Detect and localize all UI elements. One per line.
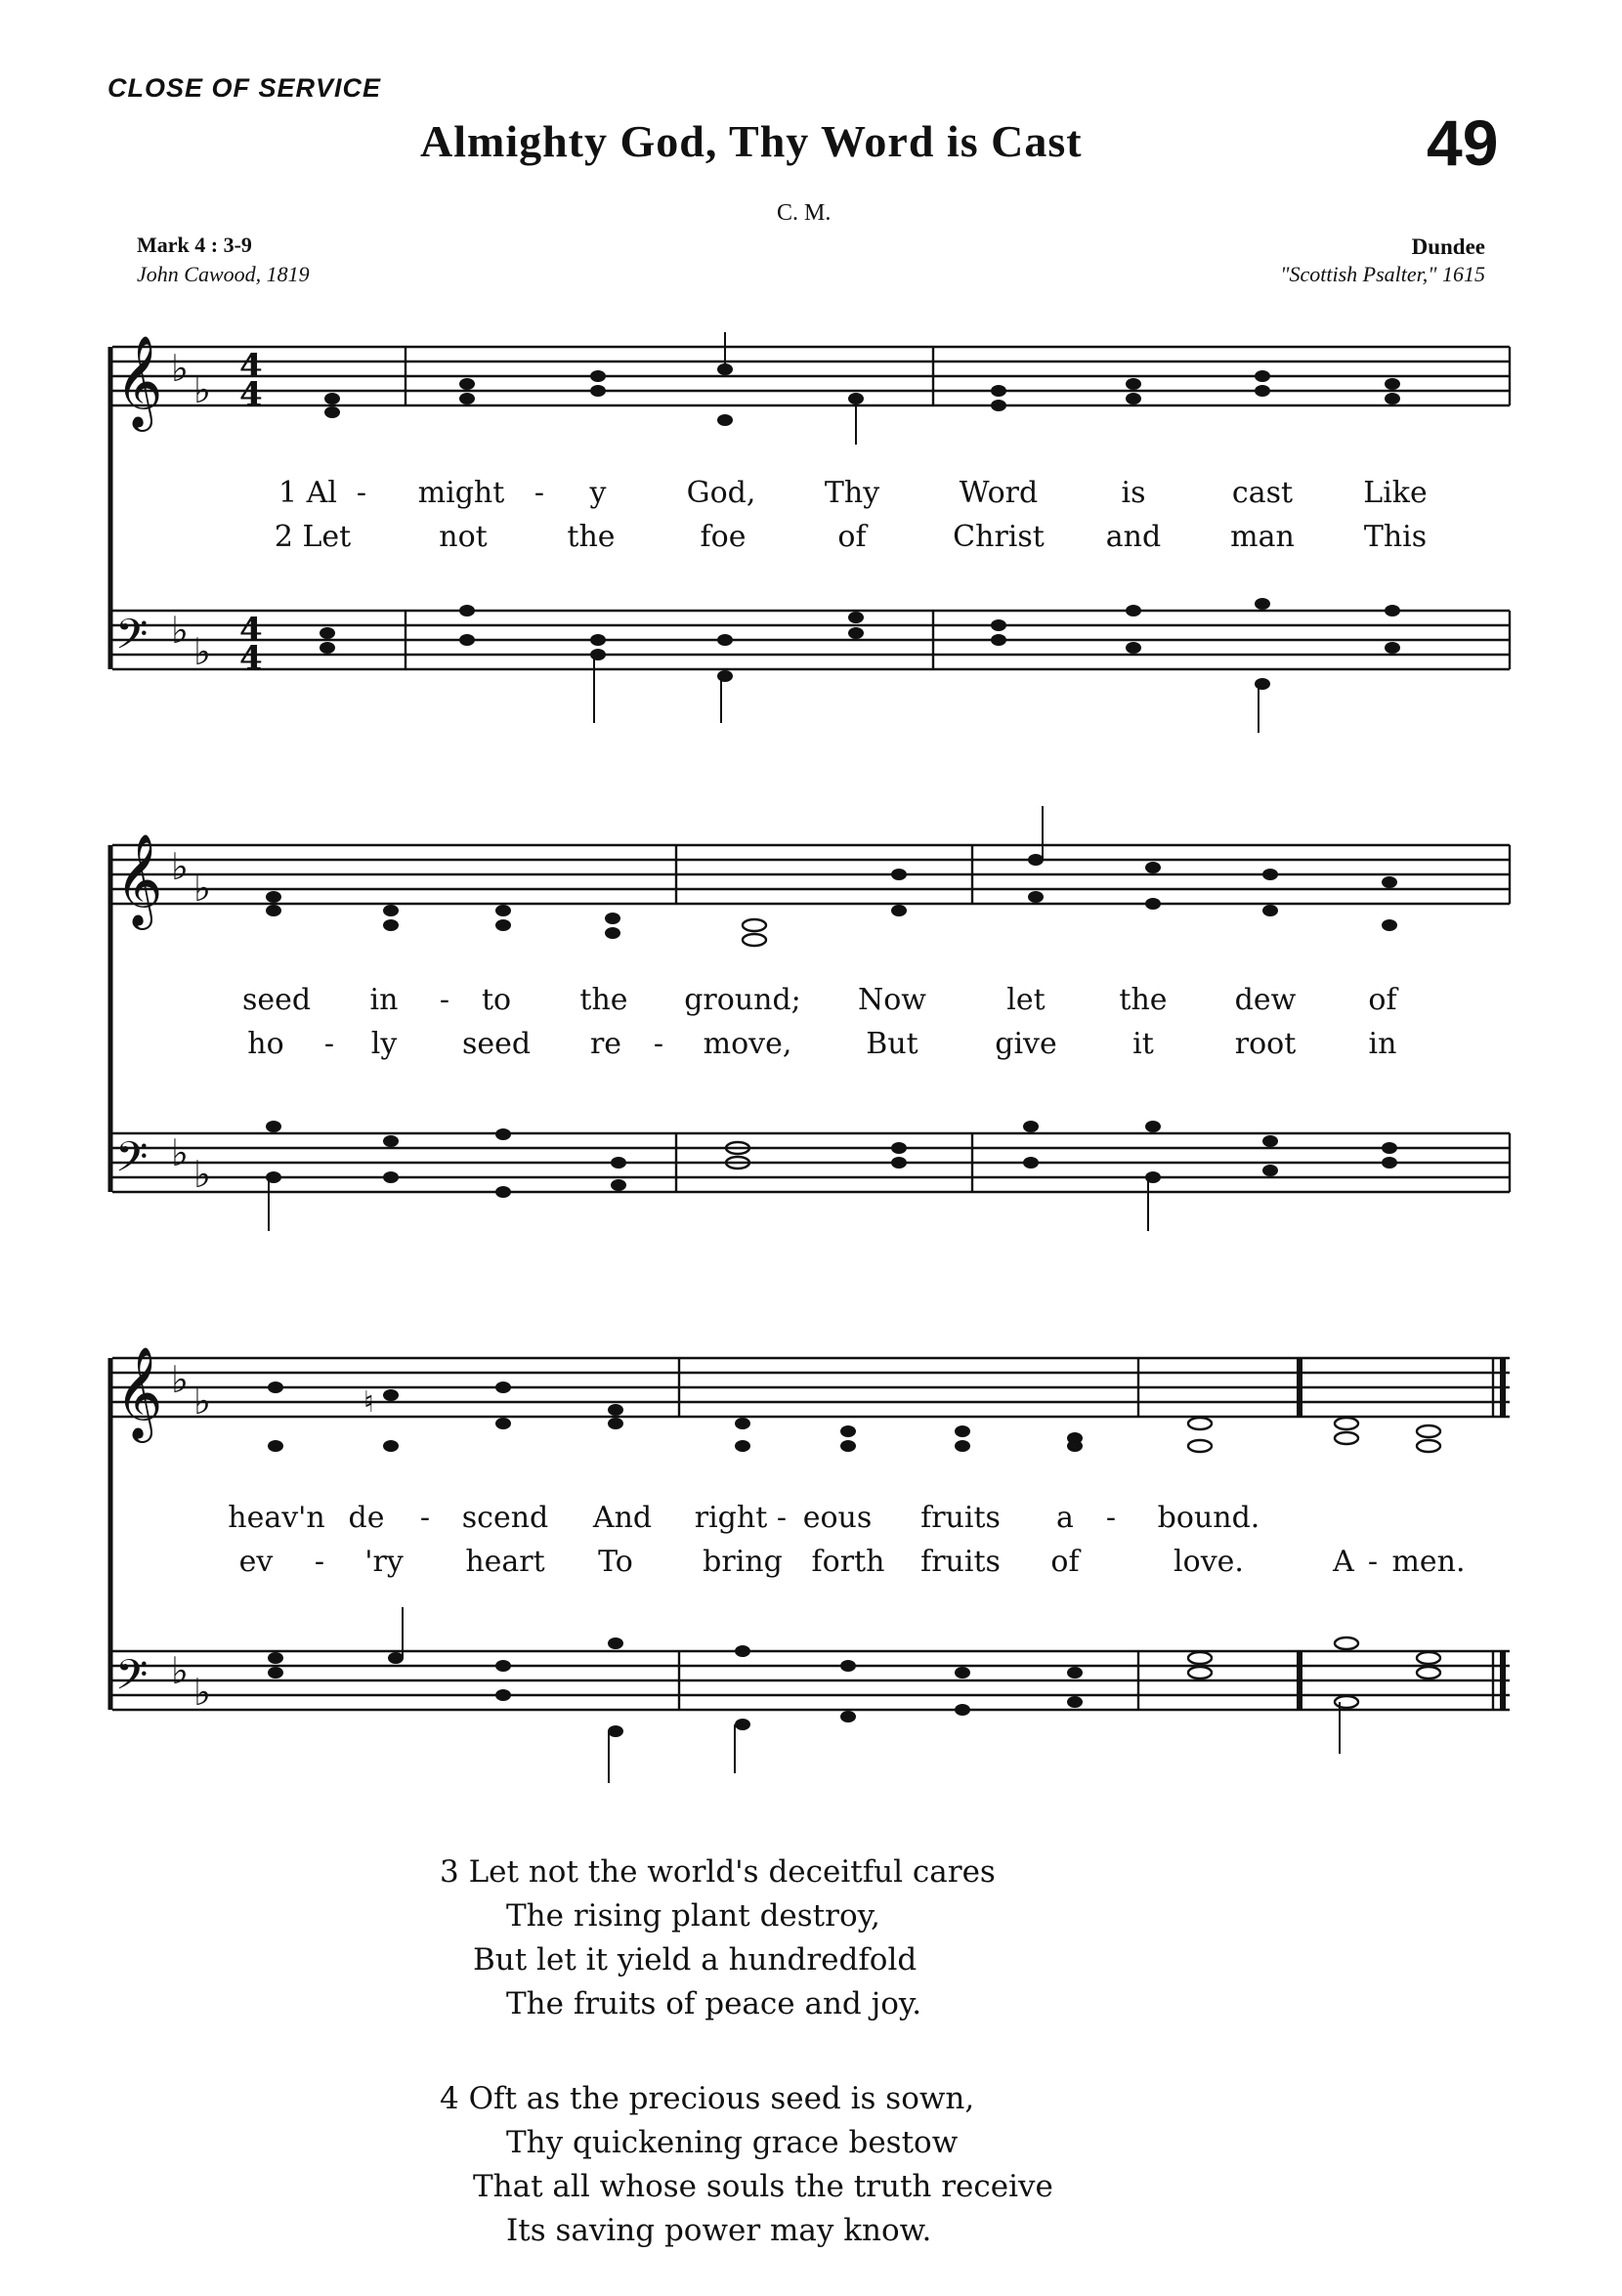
tune-name: Dundee — [1411, 234, 1485, 259]
lyric-syllable: God, — [686, 476, 756, 510]
lyric-line-s2-v2 — [0, 1027, 1622, 1066]
lyric-syllable: heart — [465, 1545, 545, 1579]
lyric-line-s2-v1 — [0, 983, 1622, 1022]
music-system-2 — [0, 801, 1622, 1251]
lyric-line-s1-v2 — [0, 520, 1622, 559]
lyric-syllable: man — [1230, 520, 1295, 554]
lyric-syllable: of — [1050, 1545, 1080, 1579]
lyric-syllable: - — [314, 1545, 325, 1579]
lyric-syllable: fruits — [920, 1545, 1001, 1579]
lyric-syllable: - — [534, 476, 545, 510]
verse-line: Its saving power may know. — [506, 2213, 932, 2248]
lyric-syllable: dew — [1234, 983, 1297, 1017]
lyric-syllable: and — [1105, 520, 1162, 554]
svg-text:♮: ♮ — [363, 1385, 374, 1420]
lyric-syllable: not — [439, 520, 488, 554]
lyric-syllable: right — [694, 1501, 768, 1535]
lyric-syllable: love. — [1174, 1545, 1244, 1579]
lyric-line-s3-v2 — [0, 1545, 1622, 1584]
svg-text:♭: ♭ — [193, 1671, 211, 1714]
lyric-syllable: - — [419, 1501, 431, 1535]
svg-text:4: 4 — [239, 375, 263, 414]
svg-text:𝄞: 𝄞 — [115, 1346, 163, 1439]
lyric-syllable: ly — [370, 1027, 398, 1061]
svg-text:♭: ♭ — [193, 368, 211, 411]
lyric-syllable: give — [995, 1027, 1057, 1061]
lyric-syllable: 'ry — [364, 1545, 404, 1579]
verse-line: 3 Let not the world's deceitful cares — [440, 1854, 996, 1890]
lyric-syllable: A — [1333, 1545, 1354, 1579]
lyric-syllable: Now — [858, 983, 926, 1017]
svg-text:♭: ♭ — [193, 1153, 211, 1196]
svg-text:♭: ♭ — [171, 1131, 189, 1174]
lyric-syllable: bring — [703, 1545, 783, 1579]
lyric-syllable: in — [369, 983, 399, 1017]
lyric-syllable: - — [653, 1027, 664, 1061]
lyric-syllable: To — [598, 1545, 633, 1579]
svg-text:4: 4 — [239, 639, 263, 678]
lyric-syllable: foe — [700, 520, 747, 554]
lyric-syllable: of — [1368, 983, 1397, 1017]
lyric-syllable: - — [356, 476, 367, 510]
verse-line: But let it yield a hundredfold — [473, 1942, 918, 1977]
svg-text:♭: ♭ — [171, 347, 189, 390]
lyric-syllable: - — [1105, 1501, 1117, 1535]
lyric-line-s1-v1 — [0, 476, 1622, 515]
lyric-syllable: the — [1119, 983, 1168, 1017]
lyric-syllable: Like — [1363, 476, 1428, 510]
verse-line: That all whose souls the truth receive — [473, 2169, 1053, 2204]
svg-text:♭: ♭ — [171, 1358, 189, 1401]
lyric-syllable: is — [1121, 476, 1146, 510]
lyric-syllable: let — [1006, 983, 1046, 1017]
section-label: CLOSE OF SERVICE — [107, 73, 382, 103]
text-author: John Cawood, 1819 — [137, 262, 310, 286]
lyric-syllable: ground; — [684, 983, 801, 1017]
lyric-syllable: root — [1234, 1027, 1297, 1061]
svg-text:♭: ♭ — [171, 609, 189, 652]
svg-text:𝄞: 𝄞 — [115, 335, 163, 428]
meter-label: C. M. — [777, 200, 832, 226]
lyric-syllable: And — [592, 1501, 653, 1535]
lyric-syllable: cast — [1231, 476, 1294, 510]
lyric-syllable: of — [837, 520, 867, 554]
lyric-syllable: This — [1363, 520, 1428, 554]
svg-text:𝄢: 𝄢 — [115, 1651, 149, 1710]
lyric-syllable: seed — [461, 1027, 532, 1061]
lyric-syllable: 2 Let — [274, 520, 352, 554]
lyric-line-s3-v1 — [0, 1501, 1622, 1540]
lyric-syllable: might — [417, 476, 505, 510]
lyric-syllable: to — [481, 983, 512, 1017]
lyric-syllable: forth — [811, 1545, 885, 1579]
lyric-syllable: eous — [802, 1501, 873, 1535]
lyric-syllable: 1 Al — [278, 476, 337, 510]
svg-text:𝄢: 𝄢 — [115, 611, 149, 669]
lyric-syllable: seed — [241, 983, 312, 1017]
lyric-syllable: the — [579, 983, 628, 1017]
verse-line: Thy quickening grace bestow — [506, 2125, 959, 2160]
scripture-reference: Mark 4 : 3-9 — [137, 233, 252, 257]
lyric-syllable: - — [1367, 1545, 1379, 1579]
lyric-syllable: ev — [238, 1545, 274, 1579]
lyric-syllable: in — [1368, 1027, 1397, 1061]
svg-text:4: 4 — [239, 611, 263, 650]
svg-text:♭: ♭ — [171, 1649, 189, 1692]
lyric-syllable: bound. — [1157, 1501, 1260, 1535]
svg-text:♭: ♭ — [193, 867, 211, 910]
lyric-syllable: Christ — [953, 520, 1045, 554]
lyric-syllable: ho — [247, 1027, 284, 1061]
verse-line: The rising plant destroy, — [506, 1898, 880, 1934]
lyric-syllable: Thy — [824, 476, 880, 510]
verse-line: 4 Oft as the precious seed is sown, — [440, 2081, 975, 2116]
svg-text:4: 4 — [239, 347, 263, 386]
lyric-syllable: Word — [959, 476, 1039, 510]
lyric-syllable: fruits — [920, 1501, 1001, 1535]
lyric-syllable: - — [323, 1027, 335, 1061]
lyric-syllable: move, — [703, 1027, 792, 1061]
verse-line: The fruits of peace and joy. — [506, 1986, 922, 2021]
svg-text:𝄞: 𝄞 — [115, 833, 163, 926]
lyric-syllable: men. — [1391, 1545, 1466, 1579]
lyric-syllable: it — [1132, 1027, 1154, 1061]
hymn-number: 49 — [1427, 106, 1499, 179]
lyric-syllable: a — [1056, 1501, 1074, 1535]
lyric-syllable: But — [866, 1027, 918, 1061]
svg-text:♭: ♭ — [171, 845, 189, 888]
lyric-syllable: re — [589, 1027, 622, 1061]
svg-text:𝄢: 𝄢 — [115, 1133, 149, 1192]
lyric-syllable: scend — [461, 1501, 549, 1535]
hymn-title: Almighty God, Thy Word is Cast — [420, 116, 1083, 166]
lyric-syllable: - — [776, 1501, 788, 1535]
lyric-syllable: the — [567, 520, 616, 554]
lyric-syllable: - — [439, 983, 450, 1017]
svg-text:♭: ♭ — [193, 1380, 211, 1423]
lyric-syllable: heav'n — [228, 1501, 325, 1535]
lyric-syllable: y — [589, 476, 607, 510]
tune-source: "Scottish Psalter," 1615 — [1280, 262, 1485, 286]
lyric-syllable: de — [348, 1501, 385, 1535]
svg-text:♭: ♭ — [193, 630, 211, 673]
